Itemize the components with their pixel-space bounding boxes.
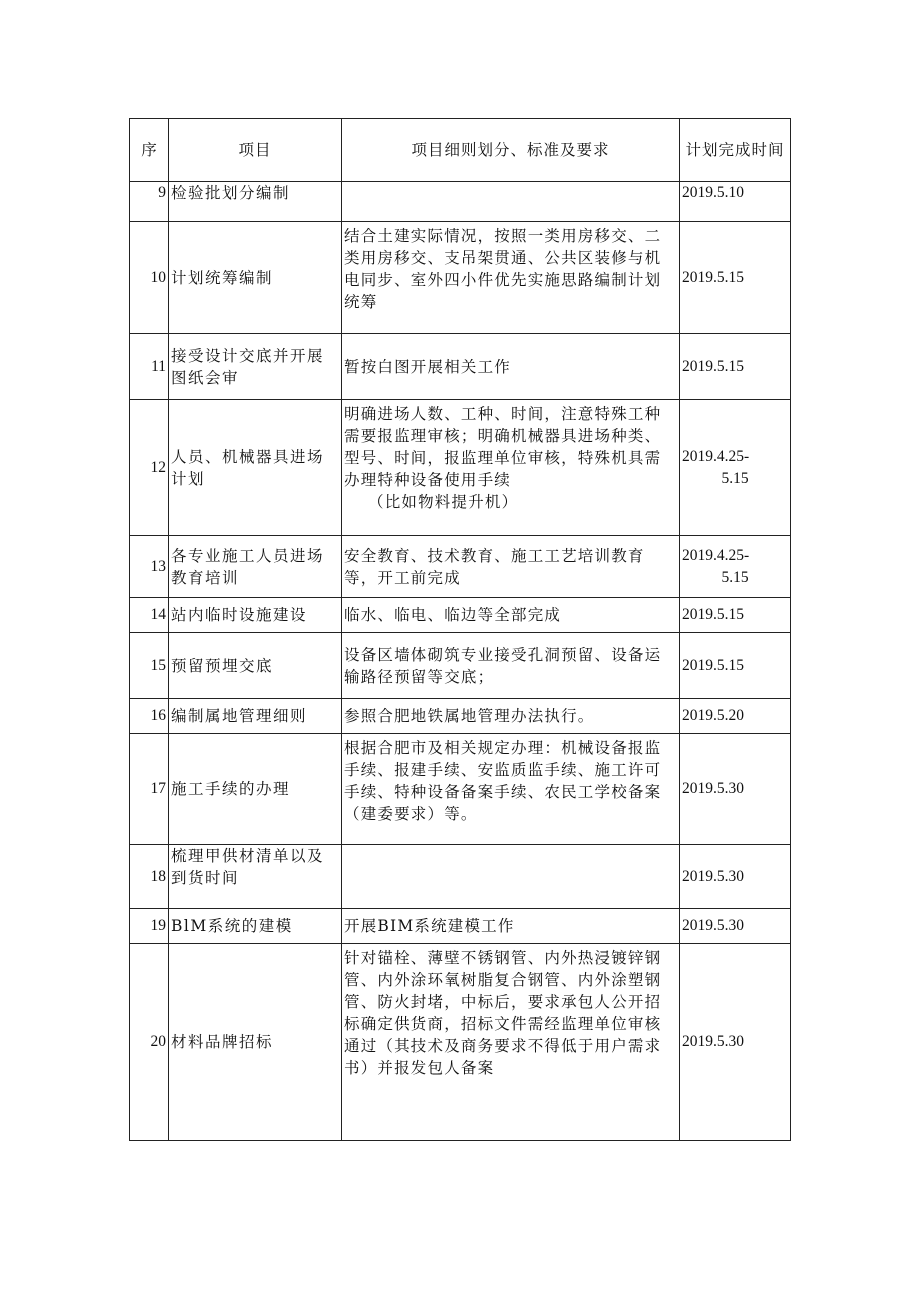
row-date-end: 5.15 xyxy=(721,568,749,586)
row-no: 20 xyxy=(130,944,169,1141)
row-no: 15 xyxy=(130,633,169,699)
table-row xyxy=(130,845,791,909)
row-detail: 安全教育、技术教育、施工工艺培训教育等，开工前完成 xyxy=(342,536,680,598)
row-date-end: 5.15 xyxy=(721,469,749,487)
table-row xyxy=(130,633,791,699)
row-item: 计划统筹编制 xyxy=(169,222,342,334)
row-no: 13 xyxy=(130,536,169,598)
row-date-start: 2019.4.25- xyxy=(682,447,750,465)
row-detail xyxy=(342,400,680,536)
row-item: 人员、机械器具进场计划 xyxy=(169,400,342,536)
row-date: 2019.5.30 xyxy=(680,845,791,909)
row-date-start: 2019.4.25- xyxy=(682,546,750,564)
row-date: 2019.5.30 xyxy=(680,734,791,845)
row-detail: 暂按白图开展相关工作 xyxy=(342,334,680,400)
table-row xyxy=(130,944,791,1141)
row-item: 编制属地管理细则 xyxy=(169,699,342,734)
header-detail: 项目细则划分、标准及要求 xyxy=(342,119,680,182)
row-item: 梳理甲供材清单以及到货时间 xyxy=(169,845,342,909)
row-no: 10 xyxy=(130,222,169,334)
table-row xyxy=(130,909,791,944)
row-no: 18 xyxy=(130,845,169,909)
row-date: 2019.5.10 xyxy=(680,182,791,222)
row-date: 2019.5.15 xyxy=(680,334,791,400)
row-detail xyxy=(342,182,680,222)
row-item: 检验批划分编制 xyxy=(169,182,342,222)
row-no: 14 xyxy=(130,598,169,633)
row-date: 2019.5.15 xyxy=(680,222,791,334)
row-no: 17 xyxy=(130,734,169,845)
row-detail-text: 明确进场人数、工种、时间，注意特殊工种需要报监理审核；明确机械器具进场种类、型号、时间，报监理单位审核，特殊机具需办理特种设备使用手续 xyxy=(344,405,662,489)
row-detail: 设备区墙体砌筑专业接受孔洞预留、设备运输路径预留等交底； xyxy=(342,633,680,699)
table-header-row xyxy=(130,119,791,182)
row-no: 11 xyxy=(130,334,169,400)
table-row xyxy=(130,334,791,400)
table-row xyxy=(130,598,791,633)
row-detail: 针对锚栓、薄壁不锈钢管、内外热浸镀锌钢管、内外涂环氧树脂复合钢管、内外涂塑钢管、防火封堵，中标后，要求承包人公开招标确定供货商，招标文件需经监理单位审核通过（其技术及商务要求不得低于用户需求书）并报发包人备案 xyxy=(342,944,680,1141)
table-row xyxy=(130,734,791,845)
work-plan-table xyxy=(129,118,791,1141)
row-no: 16 xyxy=(130,699,169,734)
row-item: 接受设计交底并开展图纸会审 xyxy=(169,334,342,400)
row-item: 施工手续的办理 xyxy=(169,734,342,845)
row-date: 2019.5.15 xyxy=(680,598,791,633)
row-no: 12 xyxy=(130,400,169,536)
row-no: 19 xyxy=(130,909,169,944)
row-date: 2019.5.30 xyxy=(680,944,791,1141)
row-item: 材料品牌招标 xyxy=(169,944,342,1141)
header-no: 序 xyxy=(130,119,169,182)
header-date: 计划完成时间 xyxy=(680,119,791,182)
row-detail: 参照合肥地铁属地管理办法执行。 xyxy=(342,699,680,734)
table-row xyxy=(130,182,791,222)
row-item: BlM系统的建模 xyxy=(169,909,342,944)
row-date: 2019.5.30 xyxy=(680,909,791,944)
row-date: 2019.5.15 xyxy=(680,633,791,699)
header-item: 项目 xyxy=(169,119,342,182)
row-date xyxy=(680,400,791,536)
row-item: 各专业施工人员进场教育培训 xyxy=(169,536,342,598)
row-detail-note: （比如物料提升机） xyxy=(368,493,519,511)
row-item: 站内临时设施建设 xyxy=(169,598,342,633)
row-item: 预留预埋交底 xyxy=(169,633,342,699)
row-detail xyxy=(342,845,680,909)
table-row xyxy=(130,699,791,734)
row-detail: 开展BIM系统建模工作 xyxy=(342,909,680,944)
table-row xyxy=(130,222,791,334)
row-date: 2019.5.20 xyxy=(680,699,791,734)
table-row xyxy=(130,536,791,598)
row-date xyxy=(680,536,791,598)
row-detail: 根据合肥市及相关规定办理：机械设备报监手续、报建手续、安监质监手续、施工许可手续、特种设备备案手续、农民工学校备案（建委要求）等。 xyxy=(342,734,680,845)
row-detail: 结合土建实际情况，按照一类用房移交、二类用房移交、支吊架贯通、公共区装修与机电同步、室外四小件优先实施思路编制计划统筹 xyxy=(342,222,680,334)
table-row xyxy=(130,400,791,536)
row-no: 9 xyxy=(130,182,169,222)
row-detail: 临水、临电、临边等全部完成 xyxy=(342,598,680,633)
